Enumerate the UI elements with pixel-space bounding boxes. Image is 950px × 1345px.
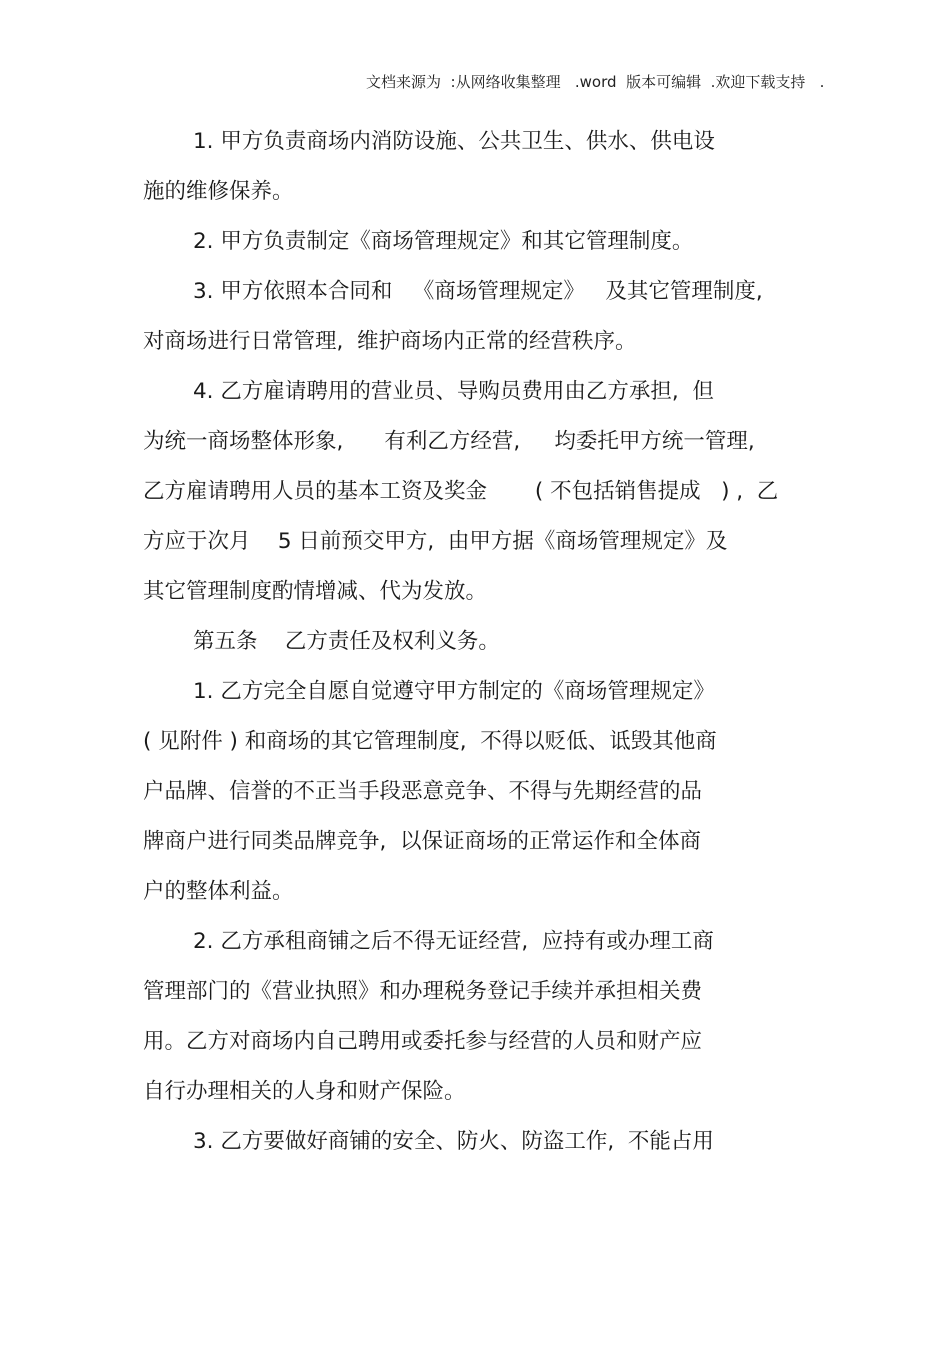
- paragraph-line: 2. 甲方负责制定《商场管理规定》和其它管理制度。: [193, 229, 694, 254]
- paragraph-line: 2. 乙方承租商铺之后不得无证经营, 应持有或办理工商: [193, 929, 714, 954]
- paragraph-line: 为统一商场整体形象, 有利乙方经营, 均委托甲方统一管理,: [143, 429, 755, 454]
- paragraph-line: ( 见附件 ) 和商场的其它管理制度, 不得以贬低、诋毁其他商: [143, 729, 717, 754]
- paragraph-line: 对商场进行日常管理, 维护商场内正常的经营秩序。: [143, 329, 637, 354]
- paragraph-line: 1. 乙方完全自愿自觉遵守甲方制定的《商场管理规定》: [193, 679, 715, 704]
- paragraph-line: 3. 甲方依照本合同和 《商场管理规定》 及其它管理制度,: [193, 279, 763, 304]
- paragraph-line: 方应于次月 5 日前预交甲方, 由甲方据《商场管理规定》及: [143, 529, 728, 554]
- paragraph-line: 户品牌、信誉的不正当手段恶意竞争、不得与先期经营的品: [143, 779, 703, 804]
- paragraph-line: 户的整体利益。: [143, 879, 294, 904]
- paragraph-line: 乙方雇请聘用人员的基本工资及奖金 ( 不包括销售提成 ) , 乙: [143, 479, 779, 504]
- article-heading: 第五条 乙方责任及权利义务。: [193, 629, 500, 654]
- paragraph-line: 4. 乙方雇请聘用的营业员、导购员费用由乙方承担, 但: [193, 379, 714, 404]
- paragraph-line: 1. 甲方负责商场内消防设施、公共卫生、供水、供电设: [193, 129, 715, 154]
- paragraph-line: 用。乙方对商场内自己聘用或委托参与经营的人员和财产应: [143, 1029, 703, 1054]
- paragraph-line: 3. 乙方要做好商铺的安全、防火、防盗工作, 不能占用: [193, 1129, 714, 1154]
- paragraph-line: 管理部门的《营业执照》和办理税务登记手续并承担相关费: [143, 979, 703, 1004]
- page-header-note: 文档来源为 :从网络收集整理 .word 版本可编辑 .欢迎下载支持 .: [366, 73, 825, 91]
- paragraph-line: 其它管理制度酌情增减、代为发放。: [143, 579, 488, 604]
- paragraph-line: 牌商户进行同类品牌竞争, 以保证商场的正常运作和全体商: [143, 829, 702, 854]
- paragraph-line: 施的维修保养。: [143, 179, 294, 204]
- paragraph-line: 自行办理相关的人身和财产保险。: [143, 1079, 466, 1104]
